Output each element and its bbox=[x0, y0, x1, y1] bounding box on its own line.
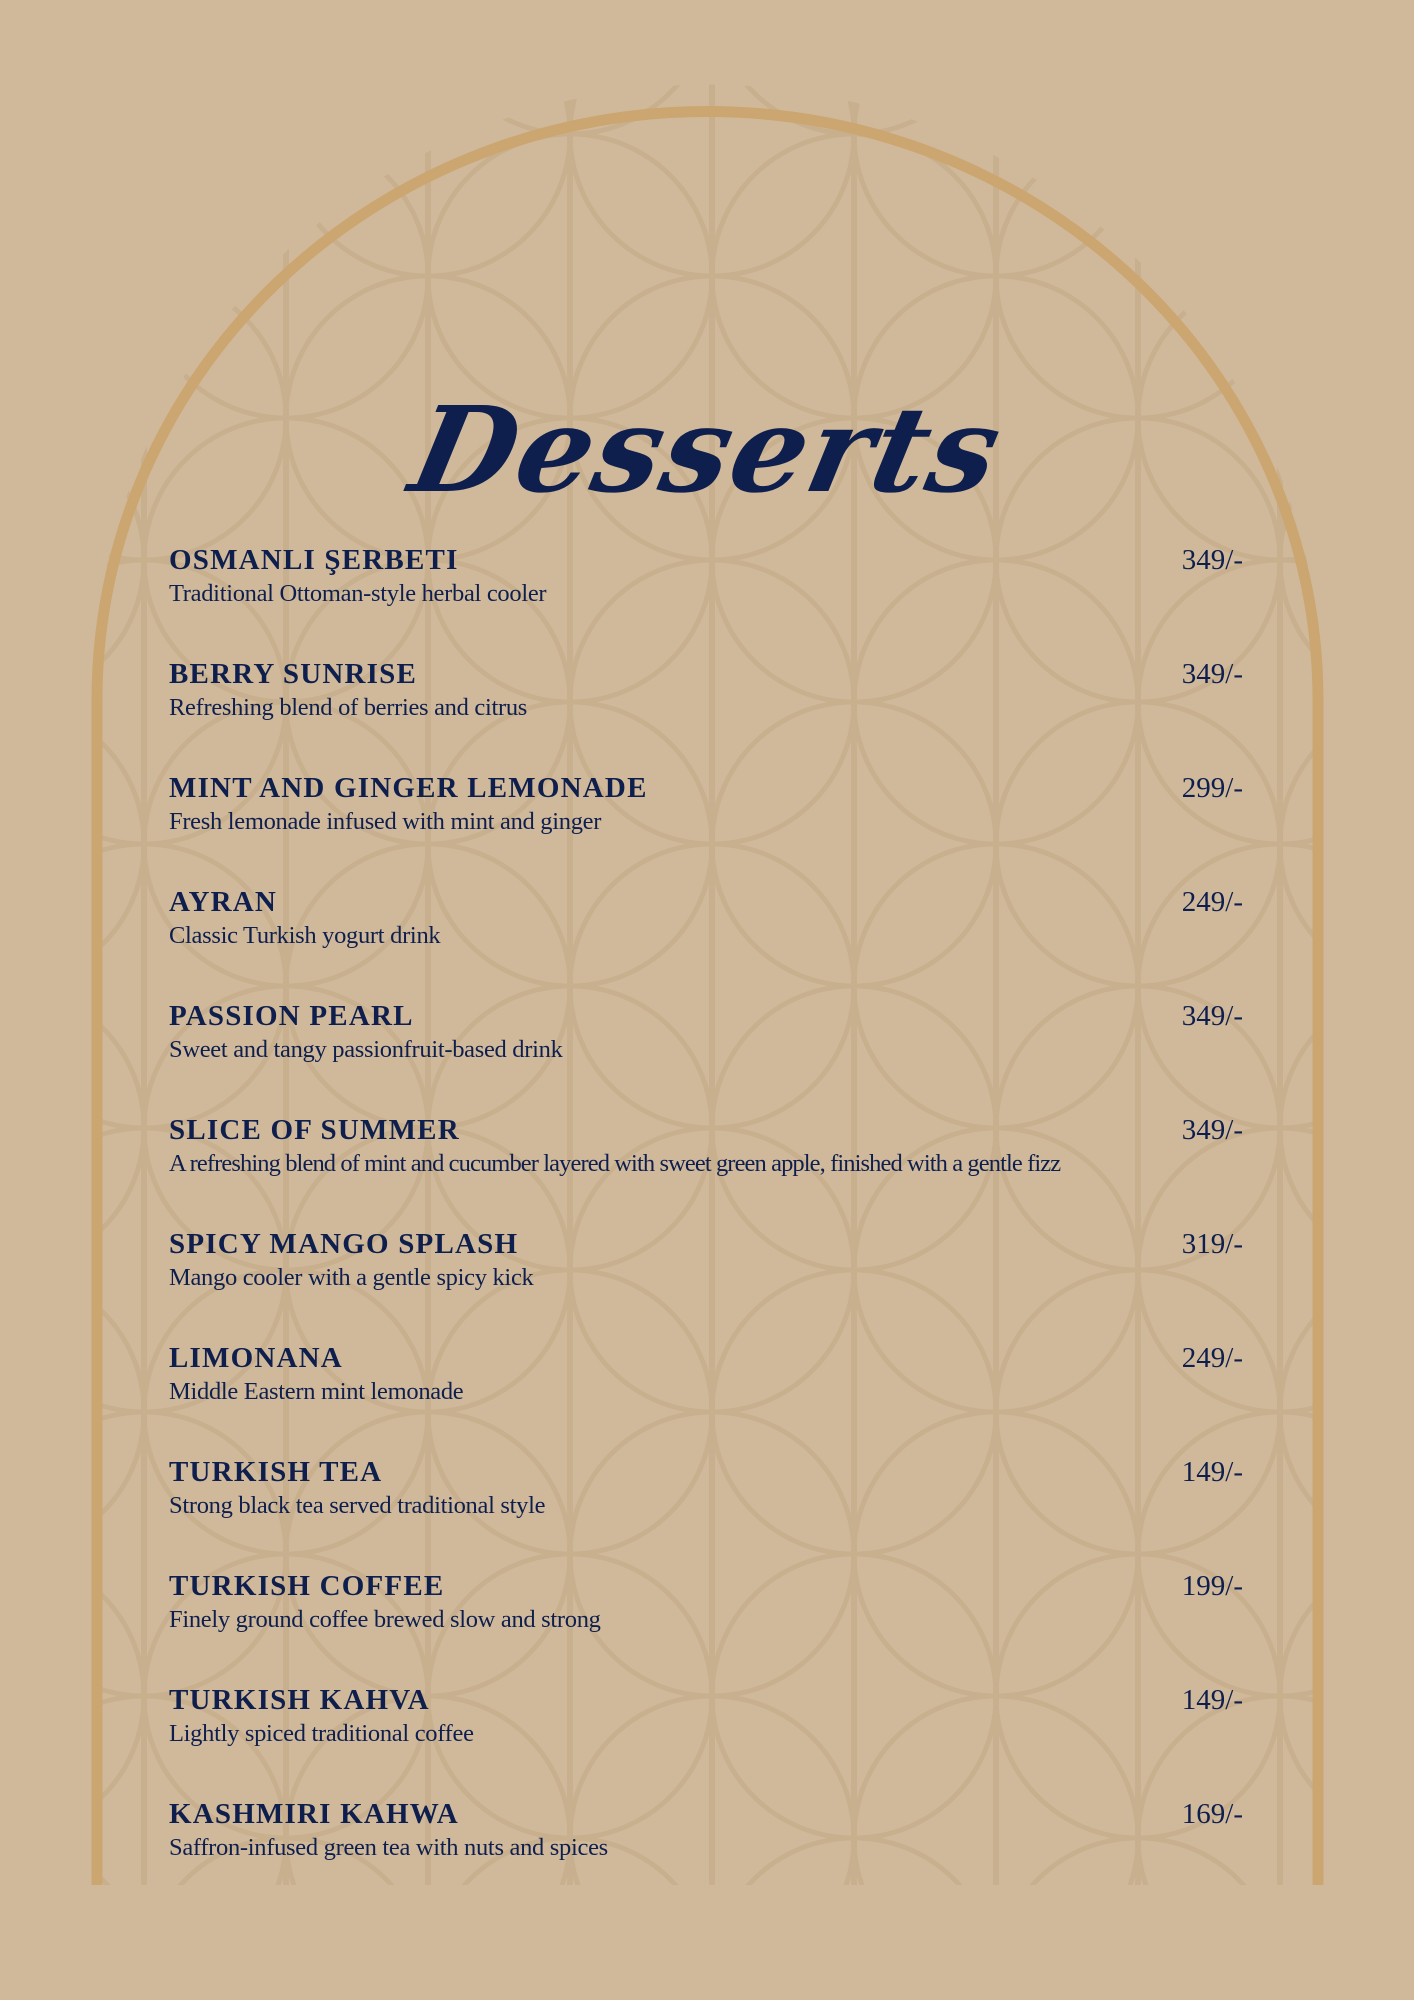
item-name: MINT AND GINGER LEMONADE bbox=[169, 772, 648, 804]
menu-item bbox=[169, 996, 1243, 1110]
item-description: Finely ground coffee brewed slow and strong bbox=[169, 1606, 601, 1633]
menu-list bbox=[169, 540, 1243, 1908]
item-description: A refreshing blend of mint and cucumber layered with sweet green apple, finished with a gentle fizz bbox=[169, 1150, 1061, 1177]
menu-item bbox=[169, 654, 1243, 768]
item-name: SLICE OF SUMMER bbox=[169, 1114, 460, 1146]
item-price: 249/- bbox=[1181, 886, 1243, 918]
item-price: 319/- bbox=[1181, 1228, 1243, 1260]
item-description: Mango cooler with a gentle spicy kick bbox=[169, 1264, 534, 1291]
item-description: Traditional Ottoman-style herbal cooler bbox=[169, 580, 547, 607]
menu-item bbox=[169, 1452, 1243, 1566]
item-price: 199/- bbox=[1181, 1570, 1243, 1602]
menu-item bbox=[169, 882, 1243, 996]
item-description: Saffron-infused green tea with nuts and spices bbox=[169, 1834, 608, 1861]
item-name: PASSION PEARL bbox=[169, 1000, 414, 1032]
item-name: OSMANLI ŞERBETI bbox=[169, 544, 459, 576]
item-description: Middle Eastern mint lemonade bbox=[169, 1378, 464, 1405]
item-description: Sweet and tangy passionfruit-based drink bbox=[169, 1036, 563, 1063]
item-name: KASHMIRI KAHWA bbox=[169, 1798, 459, 1830]
page-title: Desserts bbox=[400, 380, 1015, 520]
item-price: 349/- bbox=[1181, 1000, 1243, 1032]
item-price: 349/- bbox=[1181, 544, 1243, 576]
item-name: AYRAN bbox=[169, 886, 278, 918]
item-description: Classic Turkish yogurt drink bbox=[169, 922, 441, 949]
item-price: 169/- bbox=[1181, 1798, 1243, 1830]
menu-item bbox=[169, 1224, 1243, 1338]
item-price: 149/- bbox=[1181, 1456, 1243, 1488]
menu-item bbox=[169, 768, 1243, 882]
item-price: 149/- bbox=[1181, 1684, 1243, 1716]
menu-item bbox=[169, 1338, 1243, 1452]
menu-item bbox=[169, 1794, 1243, 1908]
item-name: LIMONANA bbox=[169, 1342, 343, 1374]
item-name: TURKISH KAHVA bbox=[169, 1684, 430, 1716]
menu-item bbox=[169, 1680, 1243, 1794]
item-name: TURKISH COFFEE bbox=[169, 1570, 445, 1602]
menu-item bbox=[169, 1110, 1243, 1224]
menu-item bbox=[169, 1566, 1243, 1680]
menu-item bbox=[169, 540, 1243, 654]
item-description: Lightly spiced traditional coffee bbox=[169, 1720, 474, 1747]
item-description: Refreshing blend of berries and citrus bbox=[169, 694, 528, 721]
item-name: SPICY MANGO SPLASH bbox=[169, 1228, 519, 1260]
item-name: TURKISH TEA bbox=[169, 1456, 383, 1488]
item-price: 249/- bbox=[1181, 1342, 1243, 1374]
item-price: 299/- bbox=[1181, 772, 1243, 804]
item-description: Strong black tea served traditional style bbox=[169, 1492, 546, 1519]
item-description: Fresh lemonade infused with mint and ginger bbox=[169, 808, 602, 835]
item-price: 349/- bbox=[1181, 658, 1243, 690]
item-name: BERRY SUNRISE bbox=[169, 658, 417, 690]
item-price: 349/- bbox=[1181, 1114, 1243, 1146]
